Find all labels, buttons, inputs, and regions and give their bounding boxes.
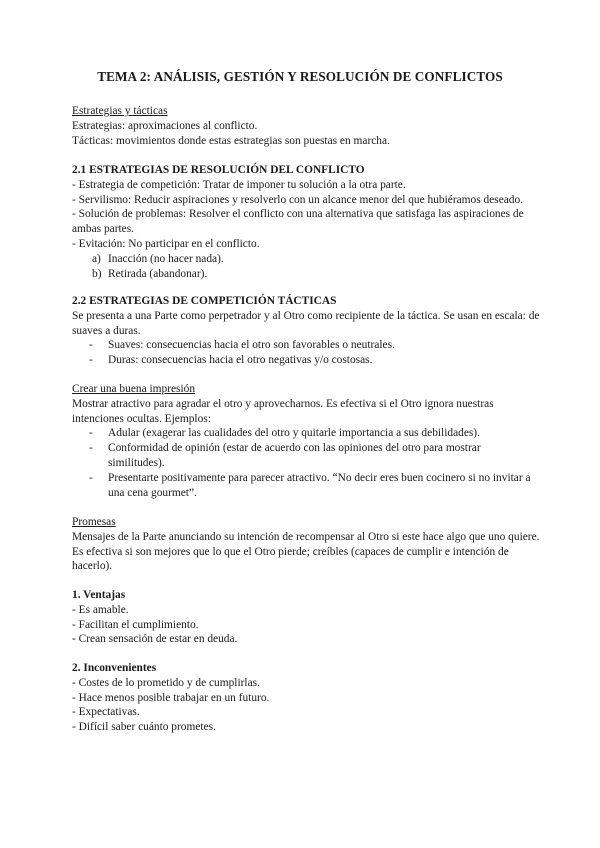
ventajas-section [72,588,532,647]
paragraph-line: suaves a duras. [72,324,141,337]
example-item [72,426,532,441]
paragraph-line: Mostrar atractivo para agradar el otro y aprovecharnos. Es efectiva si el Otro ignora nuestras [72,397,494,410]
sub-item [72,267,532,282]
intro-line: Tácticas: movimientos donde estas estrategias son puestas en marcha. [72,134,390,147]
inconvenientes-section [72,661,532,735]
list-item: - Es amable. [72,603,129,616]
intro-line: Estrategias: aproximaciones al conflicto. [72,119,258,132]
subsection-heading: Crear una buena impresión [72,383,196,395]
intro-section [72,104,532,148]
paragraph-line: Se presenta a una Parte como perpetrador y al Otro como recipiente de la táctica. Se usan en escala: de [72,309,540,322]
paragraph-line: intenciones ocultas. Ejemplos: [72,412,211,425]
example-item [72,471,532,486]
strategy-item: - Estrategia de competición: Tratar de imponer tu solución a la otra parte. [72,178,406,191]
tactic-item [72,353,532,368]
promesas-section [72,515,540,574]
list-marker: - [89,354,93,367]
example-item-cont [72,486,532,501]
section-heading: 2.2 ESTRATEGIAS DE COMPETICIÓN TÁCTICAS [72,295,337,307]
strategy-item: - Servilismo: Reducir aspiraciones y resolverlo con un alcance menor del que hubiéramos deseado. [72,193,524,206]
example-item-cont [72,456,532,471]
strategy-item: - Evitación: No participar en el conflicto. [72,237,260,250]
example-text: Presentarte positivamente para parecer atractivo. “No decir eres buen cocinero si no invitar a [108,471,531,484]
example-text: Conformidad de opinión (estar de acuerdo con las opiniones del otro para mostrar [108,442,481,455]
example-item [72,441,532,456]
list-item: - Crean sensación de estar en deuda. [72,633,238,646]
subsection-heading: 2. Inconvenientes [72,662,157,674]
strategy-item: - Solución de problemas: Resolver el conflicto con una alternativa que satisfaga las aspiraciones de [72,208,524,221]
impression-section [72,382,532,500]
sub-item [72,252,532,267]
list-marker: b) [92,267,102,280]
page-title: TEMA 2: ANÁLISIS, GESTIÓN Y RESOLUCIÓN DE CONFLICTOS [97,69,503,84]
list-item: - Costes de lo prometido y de cumplirlas. [72,676,260,689]
example-text: Adular (exagerar las cualidades del otro y quitarle importancia a sus debilidades). [108,427,480,440]
list-marker: a) [92,252,101,265]
list-marker: - [89,339,93,352]
list-marker: - [89,442,93,455]
strategy-item-cont: ambas partes. [72,223,134,236]
list-marker: - [89,471,93,484]
list-item: - Hace menos posible trabajar en un futuro. [72,691,270,704]
section-2-1 [72,163,532,281]
tactic-item [72,338,532,353]
list-marker: - [89,427,93,440]
tactic-text: Suaves: consecuencias hacia el otro son favorables o neutrales. [108,339,395,352]
list-item: - Difícil saber cuánto prometes. [72,721,216,734]
tactic-text: Duras: consecuencias hacia el otro negativas y/o costosas. [108,354,373,367]
subsection-heading: 1. Ventajas [72,589,126,601]
list-item: - Facilitan el cumplimiento. [72,618,199,631]
subsection-heading: Promesas [72,516,116,528]
paragraph-line: hacerlo). [72,560,113,573]
sub-item-text: Retirada (abandonar). [108,267,208,280]
paragraph-line: Es efectiva si son mejores que lo que el Otro pierde; creíbles (capaces de cumplir e intención de [72,545,509,558]
example-text: similitudes). [108,456,165,469]
intro-heading: Estrategias y tácticas [72,105,168,117]
section-2-2 [72,294,540,368]
paragraph-line: Mensajes de la Parte anunciando su intención de recompensar al Otro si este hace algo que uno quiere. [72,530,540,543]
sub-item-text: Inacción (no hacer nada). [108,252,224,265]
example-text: una cena gourmet”. [108,486,197,499]
list-item: - Expectativas. [72,706,140,719]
section-heading: 2.1 ESTRATEGIAS DE RESOLUCIÓN DEL CONFLICTO [72,164,365,176]
